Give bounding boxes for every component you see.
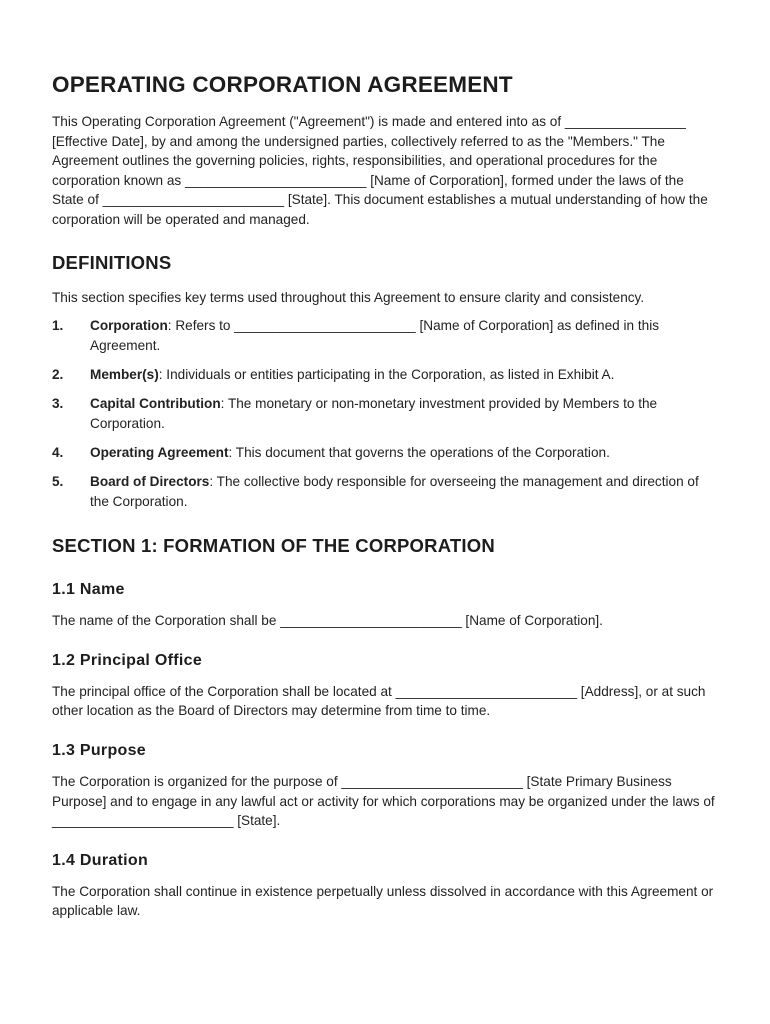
definition-text: : The collective body responsible for overseeing the management and direction of the Corporation.: [90, 474, 699, 509]
definition-item: [52, 394, 718, 433]
definition-term: Member(s): [90, 366, 159, 382]
subsection-heading: 1.3 Purpose: [52, 742, 147, 760]
subsection-text: The principal office of the Corporation shall be located at ________________________ [Address], or at such other location as the Board of Directors may determine from time to time.: [52, 683, 706, 719]
item-number: 1.: [52, 318, 64, 334]
definition-term: Corporation: [90, 318, 168, 334]
definition-term: Capital Contribution: [90, 396, 221, 412]
document-title: OPERATING CORPORATION AGREEMENT: [52, 72, 513, 97]
definition-text: : The monetary or non-monetary investment provided by Members to the Corporation.: [90, 396, 658, 431]
subsection-name: [52, 581, 718, 631]
document-page: [52, 72, 718, 942]
subsection-duration: [52, 852, 718, 921]
definition-text: : This document that governs the operations of the Corporation.: [228, 444, 610, 460]
intro-paragraph: This Operating Corporation Agreement ("Agreement") is made and entered into as of ________________ [Effective Date], by and among the undersigned parties, collectively referred to as the "Members." The Agreement outlines the governing policies, rights, responsibilities, and operational procedures for the corporation known as ________________________ [Name of Corporation], formed under the laws of the State of ________________________ [State]. This document establishes a mutual understanding of how the corporation will be operated and managed.: [52, 114, 708, 227]
section-1-heading: SECTION 1: FORMATION OF THE CORPORATION: [52, 535, 495, 557]
definition-text: : Refers to ________________________ [Name of Corporation] as defined in this Agreement.: [90, 318, 660, 353]
definition-item: [52, 443, 718, 463]
definition-text: : Individuals or entities participating in the Corporation, as listed in Exhibit A.: [158, 366, 615, 382]
item-number: 2.: [52, 366, 64, 382]
subsection-text: The Corporation is organized for the purpose of ________________________ [State Primary Business Purpose] and to engage in any lawful act or activity for which corporations may be organized under the laws of ________________________ [State].: [52, 774, 715, 829]
subsection-purpose: [52, 742, 718, 831]
subsection-heading: 1.4 Duration: [52, 851, 149, 869]
definitions-heading: DEFINITIONS: [52, 251, 172, 273]
subsection-text: The name of the Corporation shall be ________________________ [Name of Corporation].: [52, 613, 603, 629]
item-number: 4.: [52, 444, 64, 460]
definitions-intro: This section specifies key terms used throughout this Agreement to ensure clarity and consistency.: [52, 289, 645, 305]
definition-item: [52, 472, 718, 511]
subsection-heading: 1.2 Principal Office: [52, 651, 203, 669]
subsection-heading: 1.1 Name: [52, 581, 125, 599]
definitions-list: [52, 316, 718, 511]
definition-item: [52, 365, 718, 385]
subsection-text: The Corporation shall continue in existence perpetually unless dissolved in accordance with this Agreement or applicable law.: [52, 883, 714, 919]
definition-item: [52, 316, 718, 355]
subsection-principal-office: [52, 652, 718, 721]
item-number: 3.: [52, 396, 64, 412]
definition-term: Board of Directors: [90, 474, 210, 490]
definition-term: Operating Agreement: [90, 444, 229, 460]
item-number: 5.: [52, 474, 64, 490]
